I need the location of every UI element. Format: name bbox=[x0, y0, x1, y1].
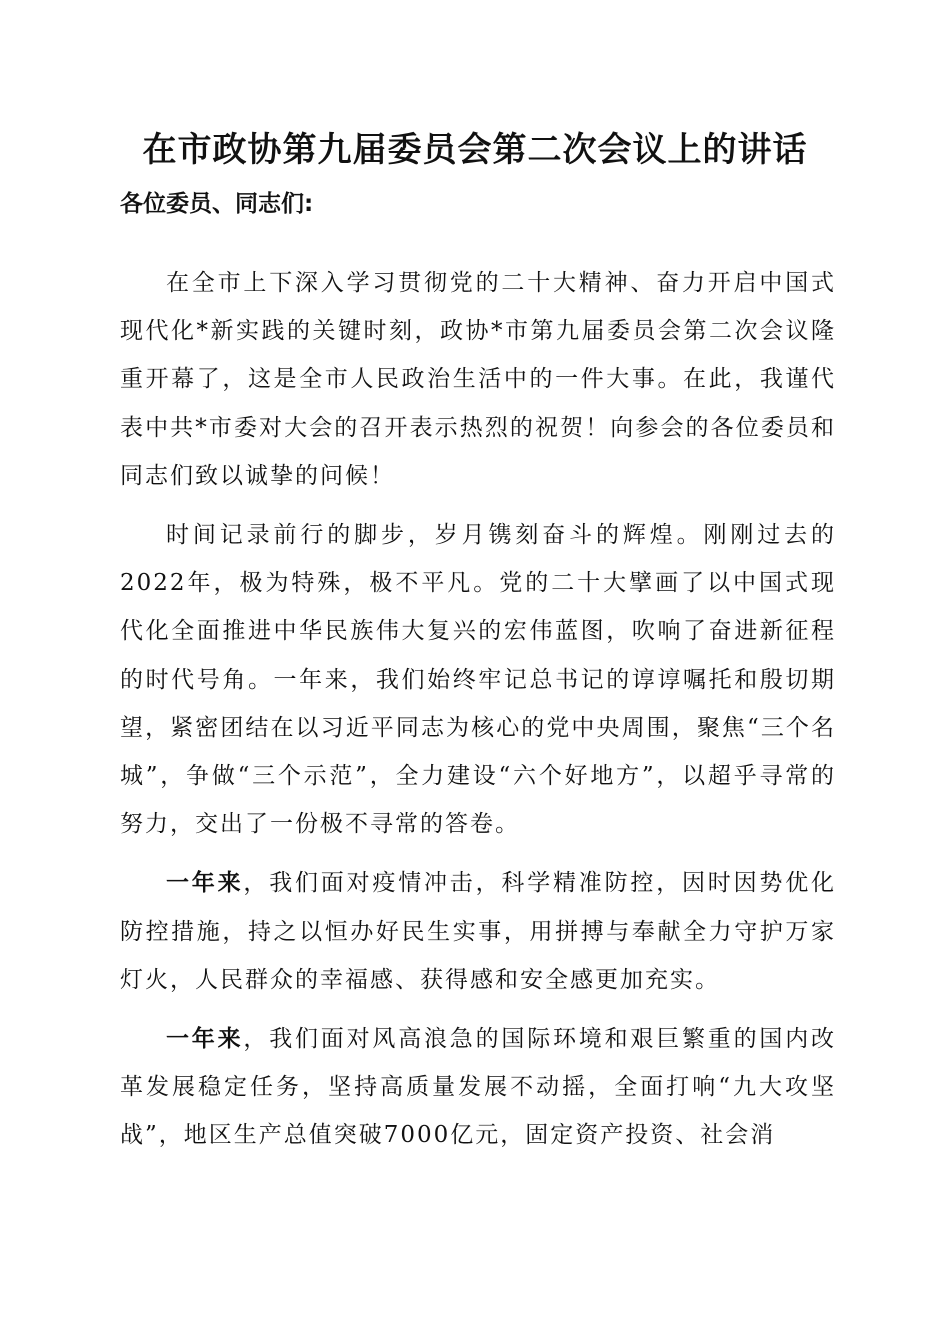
salutation: 各位委员、同志们: bbox=[120, 191, 314, 217]
paragraph-text: ，我们面对疫情冲击，科学精准防控，因时因势优化防控措施，持之以恒办好民生实事，用拼搏与奉献全力守护万家灯火，人民群众的幸福感、获得感和安全感更加充实。 bbox=[120, 870, 837, 993]
document-title: 在市政协第九届委员会第二次会议上的讲话 bbox=[142, 130, 808, 170]
paragraph-epidemic bbox=[120, 859, 836, 1004]
paragraph-text: ，我们面对风高浪急的国际环境和艰巨繁重的国内改革发展稳定任务，坚持高质量发展不动摇，全面打响“九大攻坚战”，地区生产总值突破7000亿元，固定资产投资、社会消 bbox=[120, 1026, 837, 1149]
document-body bbox=[120, 259, 836, 1171]
paragraph-lead: 一年来 bbox=[166, 1026, 244, 1053]
paragraph-text: 在全市上下深入学习贯彻党的二十大精神、奋力开启中国式现代化*新实践的关键时刻，政协*市第九届委员会第二次会议隆重开幕了，这是全市人民政治生活中的一件大事。在此，我谨代表中共*市委对大会的召开表示热烈的祝贺！向参会的各位委员和同志们致以诚挚的问候！ bbox=[120, 270, 836, 489]
paragraph-development bbox=[120, 1015, 836, 1160]
paragraph-opening bbox=[120, 259, 836, 500]
paragraph-lead: 一年来 bbox=[166, 870, 244, 897]
paragraph-review bbox=[120, 511, 836, 848]
paragraph-text: 时间记录前行的脚步，岁月镌刻奋斗的辉煌。刚刚过去的2022年，极为特殊，极不平凡。党的二十大擘画了以中国式现代化全面推进中华民族伟大复兴的宏伟蓝图，吹响了奋进新征程的时代号角。一年来，我们始终牢记总书记的谆谆嘱托和殷切期望，紧密团结在以习近平同志为核心的党中央周围，聚焦“三个名城”，争做“三个示范”，全力建设“六个好地方”，以超乎寻常的努力，交出了一份极不寻常的答卷。 bbox=[120, 522, 836, 838]
